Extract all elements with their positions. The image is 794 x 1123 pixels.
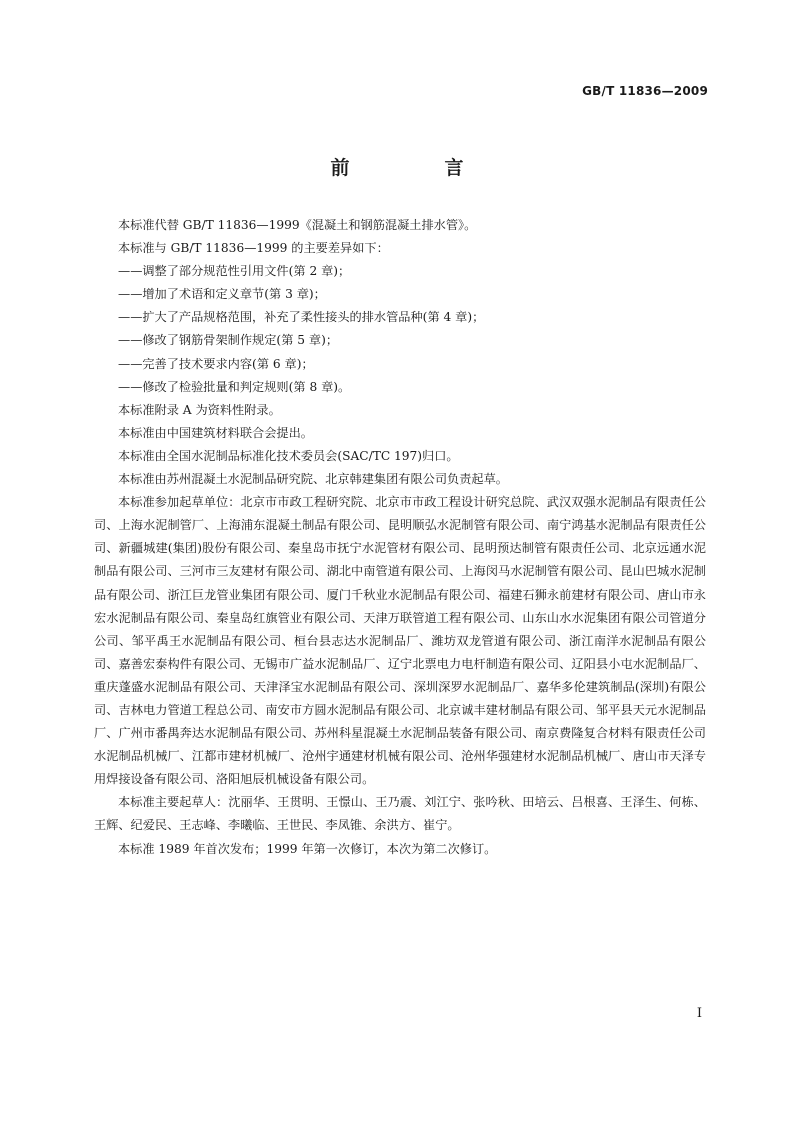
paragraph-appendix: 本标准附录 A 为资料性附录。 [118, 402, 281, 417]
list-item: ——修改了检验批量和判定规则(第 8 章)。 [118, 379, 351, 394]
paragraph-differences-intro: 本标准与 GB/T 11836—1999 的主要差异如下： [118, 241, 389, 256]
paragraph-proposed-by: 本标准由中国建筑材料联合会提出。 [118, 425, 313, 440]
paragraph-participating-units: 本标准参加起草单位：北京市市政工程研究院、北京市市政工程设计研究总院、武汉双强水泥制品有限责任公司、上海水泥制管厂、上海浦东混凝土制品有限公司、昆明顺弘水泥制管有限公司、南宁鸿基水泥制品有限责任公司、新疆城建(集团)股份有限公司、秦皇岛市抚宁水泥管材有限公司、昆明预达制管有限责任公司、北京远通水泥制品有限公司、三河市三友建材有限公司、湖北中南管道有限公司、上海闵马水泥制管有限公司、昆山巴城水泥制品有限公司、浙江巨龙管业集团有限公司、厦门千秋业水泥制品有限公司、福建石狮永前建材有限公司、唐山市永宏水泥制品有限公司、秦皇岛红旗管业有限公司、天津万联管道工程有限公司、山东山水水泥集团有限公司管道分公司、邹平禹王水泥制品有限公司、桓台县志达水泥制品厂、潍坊双龙管道有限公司、浙江南洋水泥制品有限公司、嘉善宏泰构件有限公司、无锡市广益水泥制品厂、辽宁北票电力电杆制造有限公司、辽阳县小屯水泥制品厂、重庆蓬盛水泥制品有限公司、天津泽宝水泥制品有限公司、深圳深罗水泥制品厂、嘉华多伦建筑制品(深圳)有限公司、吉林电力管道工程总公司、南安市方圆水泥制品有限公司、北京诚丰建材制品有限公司、邹平县天元水泥制品厂、广州市番禺奔达水泥制品有限公司、苏州科星混凝土水泥制品装备有限公司、南京费隆复合材料有限责任公司水泥制品机械厂、江都市建材机械厂、沧州宇通建材机械有限公司、沧州华强建材水泥制品机械厂、唐山市天泽专用焊接设备有限公司、洛阳旭辰机械设备有限公司。 [94, 495, 706, 787]
standard-number: GB/T 11836—2009 [582, 84, 708, 98]
page-number: I [696, 1006, 702, 1021]
page-title: 前 言 [330, 157, 502, 179]
list-item: ——完善了技术要求内容(第 6 章)； [118, 356, 314, 371]
list-item: ——调整了部分规范性引用文件(第 2 章)； [118, 264, 351, 279]
foreword-body [94, 214, 706, 861]
paragraph-under-jurisdiction: 本标准由全国水泥制品标准化技术委员会(SAC/TC 197)归口。 [118, 448, 459, 463]
list-item: ——扩大了产品规格范围，补充了柔性接头的排水管品种(第 4 章)； [118, 310, 485, 325]
list-item: ——增加了术语和定义章节(第 3 章)； [118, 287, 326, 302]
paragraph-history: 本标准 1989 年首次发布；1999 年第一次修订，本次为第二次修订。 [118, 841, 497, 856]
list-item: ——修改了钢筋骨架制作规定(第 5 章)； [118, 333, 339, 348]
paragraph-replaces: 本标准代替 GB/T 11836—1999《混凝土和钢筋混凝土排水管》。 [118, 218, 477, 232]
paragraph-main-drafters: 本标准主要起草人：沈丽华、王贯明、王憬山、王乃震、刘江宁、张吟秋、田培云、吕根喜、王泽生、何栋、王辉、纪爱民、王志峰、李曦临、王世民、李凤锥、余洪方、崔宁。 [94, 795, 706, 833]
paragraph-drafted-by: 本标准由苏州混凝土水泥制品研究院、北京韩建集团有限公司负责起草。 [118, 472, 508, 487]
